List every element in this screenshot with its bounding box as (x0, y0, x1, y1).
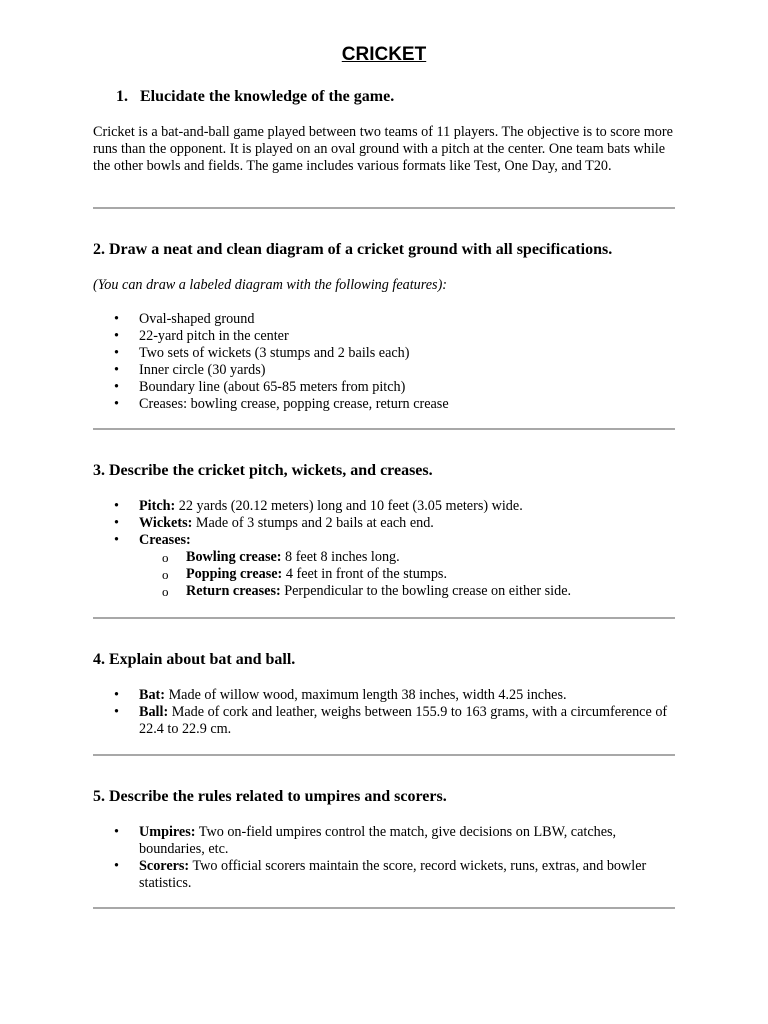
list-item-bowling-crease (139, 549, 675, 566)
list-item-return-crease (139, 583, 675, 600)
list-item: • Creases: bowling crease, popping crease, return crease (93, 396, 675, 413)
creases-label: Creases: (139, 532, 191, 548)
creases-sublist (139, 549, 675, 600)
divider-3 (93, 617, 675, 619)
ball-text: Made of cork and leather, weighs between 155.9 to 163 grams, with a circumference of 22.4 to 22.9 cm. (139, 704, 668, 737)
section-1-heading (116, 88, 394, 106)
list-item-umpires (93, 824, 675, 858)
section-3-heading: 3. Describe the cricket pitch, wickets, and creases. (93, 462, 433, 479)
list-item-ball (93, 704, 675, 738)
list-item-bat (93, 687, 675, 704)
section-5-heading: 5. Describe the rules related to umpires and scorers. (93, 788, 447, 805)
popping-crease-label: Popping crease: (186, 566, 283, 582)
section-2-heading: 2. Draw a neat and clean diagram of a cricket ground with all specifications. (93, 241, 613, 258)
ball-label: Ball: (139, 704, 169, 720)
list-item: • Boundary line (about 65-85 meters from pitch) (93, 379, 675, 396)
section-1-number: 1. (116, 88, 128, 105)
list-item-popping-crease (139, 566, 675, 583)
list-item: • Oval-shaped ground (93, 311, 675, 328)
list-item-creases (93, 532, 675, 600)
list-item: • 22-yard pitch in the center (93, 328, 675, 345)
bat-label: Bat: (139, 687, 166, 703)
list-item-wickets (93, 515, 675, 532)
wickets-text: Made of 3 stumps and 2 bails at each end. (192, 515, 434, 531)
bowling-crease-label: Bowling crease: (186, 549, 282, 565)
section-4-heading: 4. Explain about bat and ball. (93, 651, 296, 668)
return-crease-text: Perpendicular to the bowling crease on either side. (280, 583, 572, 599)
umpires-label: Umpires: (139, 824, 196, 840)
list-item: • Two sets of wickets (3 stumps and 2 bails each) (93, 345, 675, 362)
section-1-heading-text: Elucidate the knowledge of the game. (140, 88, 395, 105)
divider-2 (93, 428, 675, 430)
scorers-text: Two official scorers maintain the score, record wickets, runs, extras, and bowler statistics. (139, 858, 647, 891)
pitch-text: 22 yards (20.12 meters) long and 10 feet (3.05 meters) wide. (175, 498, 523, 514)
section-4-list (93, 687, 675, 738)
list-item-scorers (93, 858, 675, 892)
section-5-list (93, 824, 675, 892)
bat-text: Made of willow wood, maximum length 38 inches, width 4.25 inches. (165, 687, 567, 703)
bowling-crease-text: 8 feet 8 inches long. (281, 549, 400, 565)
wickets-label: Wickets: (139, 515, 193, 531)
list-item-pitch (93, 498, 675, 515)
section-3-list (93, 498, 675, 600)
pitch-label: Pitch: (139, 498, 176, 514)
divider-4 (93, 754, 675, 756)
section-2-note: (You can draw a labeled diagram with the following features): (93, 277, 448, 293)
section-2-feature-list (93, 311, 675, 413)
list-item: • Inner circle (30 yards) (93, 362, 675, 379)
divider-5 (93, 907, 675, 909)
divider-1 (93, 207, 675, 209)
return-crease-label: Return creases: (186, 583, 281, 599)
popping-crease-text: 4 feet in front of the stumps. (282, 566, 447, 582)
document-title: CRICKET (341, 44, 427, 65)
umpires-text: Two on-field umpires control the match, give decisions on LBW, catches, boundaries, etc. (139, 824, 617, 857)
section-1-body: Cricket is a bat-and-ball game played between two teams of 11 players. The objective is to score more runs than the opponent. It is played on an oval ground with a pitch at the center. One team bats while the other bowls and fields. The game includes various formats like Test, One Day, and T20. (93, 124, 673, 174)
scorers-label: Scorers: (139, 858, 190, 874)
